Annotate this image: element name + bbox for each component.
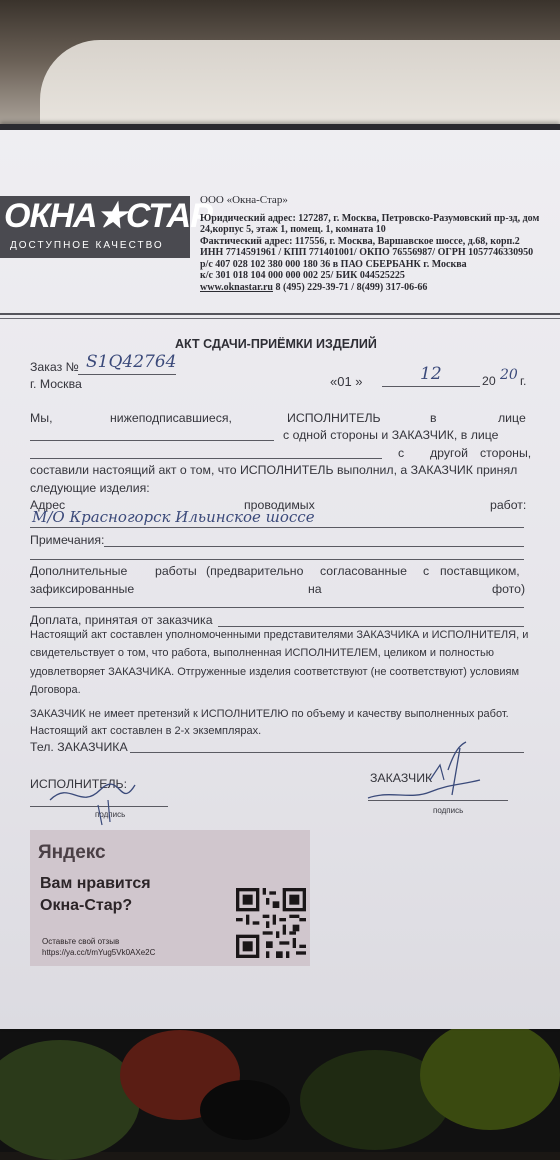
header-divider (0, 313, 560, 315)
legal-address-line-1: Юридический адрес: 127287, г. Москва, Петровско-Разумовский пр-зд, дом (200, 212, 540, 224)
p1-word-3: ИСПОЛНИТЕЛЬ (287, 411, 381, 425)
logo-main-text: ОКНА★СТАР (4, 197, 212, 235)
executor-signature-caption: подпись (95, 810, 126, 819)
company-website: www.oknastar.ru (200, 281, 273, 293)
order-number-handwritten: S1Q42764 (86, 352, 177, 372)
extra-word-2: работы (155, 564, 197, 578)
customer-signature-caption: подпись (433, 806, 464, 815)
customer-name-line (30, 458, 382, 459)
yandex-title (40, 873, 151, 917)
date-month-handwritten: 12 (420, 364, 442, 384)
qr-code-icon[interactable] (236, 888, 306, 958)
notes-underline-2 (30, 559, 524, 560)
p1-word-4: в (430, 411, 437, 425)
company-inn: ИНН 7714591961 / КПП 771401001/ ОКПО 76556987/ ОГРН 1057746330950 (200, 247, 534, 258)
statement-line-4: Договора. (30, 684, 81, 696)
yandex-title-line-1: Вам нравится (40, 875, 151, 892)
statement-line-3: удовлетворяет ЗАКАЗЧИКА. Отгруженные изделия соответствуют (не соответствуют) условиям (30, 666, 520, 678)
yandex-title-line-2: Окна-Стар? (40, 897, 133, 914)
address-end: работ: (490, 498, 527, 512)
p1-word-2: нижеподписавшиеся, (110, 411, 232, 425)
extra-line-2-a: зафиксированные (30, 582, 135, 596)
customer-signature (360, 740, 510, 810)
extra-line-2-c: фото) (492, 582, 526, 596)
legal-address-line-2: 24,корпус 5, этаж 1, помещ. 1, комната 10 (200, 224, 386, 235)
company-logo (0, 196, 212, 258)
p1-line-4: составили настоящий акт о том, что ИСПОЛНИТЕЛЬ выполнил, а ЗАКАЗЧИК принял (30, 463, 518, 477)
company-name: ООО «Окна-Стар» (200, 194, 288, 206)
company-bik: к/с 301 018 104 000 000 002 25/ БИК 044525225 (200, 270, 405, 281)
company-account: р/с 407 028 102 380 000 180 36 в ПАО СБЕРБАНК г. Москва (200, 258, 467, 270)
address-label: Адрес (30, 498, 66, 512)
yandex-logo: Яндекс (38, 842, 106, 863)
background-bottom (0, 1020, 560, 1152)
yandex-note (42, 936, 155, 958)
date-month-underline (382, 386, 480, 387)
extra-line-2-b: на (308, 582, 322, 596)
extra-word-3: (предварительно (206, 564, 304, 578)
act-title: АКТ СДАЧИ-ПРИЁМКИ ИЗДЕЛИЙ (175, 337, 377, 351)
phone-label: Тел. ЗАКАЗЧИКА (30, 740, 128, 754)
extra-word-5: с (423, 564, 430, 578)
header-divider-thin (0, 318, 560, 319)
city-label: г. Москва (30, 377, 82, 391)
executor-name-line (30, 440, 274, 441)
claims-line-1: ЗАКАЗЧИК не имеет претензий к ИСПОЛНИТЕЛЮ по объему и качеству выполненных работ. (30, 708, 509, 720)
date-year-suffix: г. (520, 374, 527, 388)
address-handwritten: М/О Красногорск Ильинское шоссе (32, 508, 315, 526)
p1-line-5: следующие изделия: (30, 481, 150, 495)
date-day: «01 » (330, 374, 363, 389)
surcharge-label: Доплата, принятая от заказчика (30, 613, 213, 627)
company-info (200, 195, 539, 293)
extra-word-6: поставщиком, (440, 564, 520, 578)
order-label: Заказ № (30, 360, 79, 374)
notes-underline (104, 546, 524, 547)
executor-label: ИСПОЛНИТЕЛЬ: (30, 777, 128, 791)
date-year-prefix: 20 (482, 374, 496, 388)
extra-word-4: согласованные (320, 564, 407, 578)
surcharge-underline (218, 626, 524, 627)
yandex-note-line-1: Оставьте свой отзыв (42, 937, 120, 946)
p1-word-1: Мы, (30, 411, 53, 425)
p1-line-2: с одной стороны и ЗАКАЗЧИК, в лице (283, 428, 499, 442)
extra-underline (30, 607, 524, 608)
p1-word-5: лице (498, 411, 526, 425)
p1-line-3-b: другой (430, 446, 468, 460)
document-edge (0, 124, 560, 130)
actual-address: Фактический адрес: 117556, г. Москва, Варшавское шоссе, д.68, корп.2 (200, 235, 520, 247)
address-middle: проводимых (244, 498, 315, 512)
statement-line-2: свидетельствует о том, что работа, выполненная ИСПОЛНИТЕЛЕМ, целиком и полностью (30, 647, 495, 659)
notes-label: Примечания: (30, 533, 105, 547)
p1-line-3-a: с (398, 446, 405, 460)
yandex-review-link[interactable]: https://ya.cc/t/mYug5Vk0AXe2C (42, 948, 156, 957)
executor-signature (40, 770, 150, 830)
address-underline (30, 527, 524, 528)
p1-line-3-c: стороны, (480, 446, 532, 460)
company-phones: 8 (495) 229-39-71 / 8(499) 317-06-66 (272, 281, 428, 293)
order-underline (78, 374, 176, 375)
statement-line-1: Настоящий акт составлен уполномоченными представителями ЗАКАЗЧИКА и ИСПОЛНИТЕЛЯ, и (30, 629, 529, 641)
extra-word-1: Дополнительные (30, 564, 128, 578)
customer-label: ЗАКАЗЧИК (370, 771, 433, 785)
logo-subtitle: ДОСТУПНОЕ КАЧЕСТВО (10, 240, 164, 251)
date-year-handwritten: 20 (500, 367, 518, 383)
claims-line-2: Настоящий акт составлен в 2-х экземплярах. (30, 725, 262, 737)
